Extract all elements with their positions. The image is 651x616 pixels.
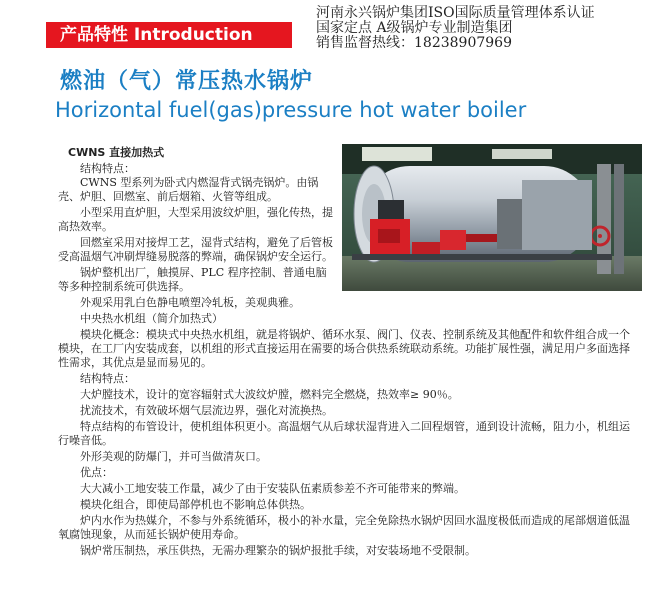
paragraph: 中央热水机组（简介加热式） bbox=[80, 312, 223, 325]
sub-heading: CWNS 直接加热式 bbox=[68, 146, 165, 159]
paragraph: 特点结构的布管设计，使机组体积更小。高温烟气从后球状湿背进入二回程烟管，通到设计流畅，阻力小，机组运行噪音低。 bbox=[58, 420, 630, 447]
paragraph: 小型采用直炉胆，大型采用波纹炉胆，强化传热，提高热效率。 bbox=[58, 206, 333, 233]
paragraph: 外观采用乳白色静电喷塑冷轧板，美观典雅。 bbox=[80, 296, 300, 309]
company-line-qualification: 国家定点 A级锅炉专业制造集团 bbox=[316, 20, 513, 36]
paragraph: 大炉膛技术，设计的宽容辐射式大波纹炉膛，燃料完全燃烧，热效率≥ 90％。 bbox=[80, 388, 459, 401]
paragraph: 扰流技术，有效破坏烟气层流边界，强化对流换热。 bbox=[80, 404, 333, 417]
paragraph: 回燃室采用对接焊工艺，湿背式结构，避免了后管板受高温烟气冲刷焊缝易脱落的弊端，确保锅炉安全运行。 bbox=[58, 236, 333, 263]
paragraph: 结构特点： bbox=[80, 372, 135, 385]
company-line-certification: 河南永兴锅炉集团ISO国际质量管理体系认证 bbox=[316, 5, 595, 21]
paragraph: 锅炉整机出厂，触摸屏、PLC 程序控制、普通电脑等多种控制系统可供选择。 bbox=[58, 266, 327, 293]
company-info bbox=[316, 6, 646, 51]
paragraph: CWNS 型系列为卧式内燃湿背式锅壳锅炉。由锅壳、炉胆、回燃室、前后烟箱、火管等组成。 bbox=[58, 176, 319, 203]
paragraph: 结构特点： bbox=[80, 162, 135, 175]
page-title-chinese: 燃油（气）常压热水锅炉 bbox=[60, 69, 314, 94]
paragraph: 锅炉常压制热，承压供热，无需办理繁杂的锅炉报批手续，对安装场地不受限制。 bbox=[80, 544, 476, 557]
company-line-hotline: 销售监督热线：18238907969 bbox=[316, 35, 512, 51]
paragraph: 炉内水作为热媒介，不参与外系统循环，极小的补水量，完全免除热水锅炉因回水温度极低而造成的尾部烟道低温氧腐蚀现象，从而延长锅炉使用寿命。 bbox=[58, 514, 630, 541]
page-title-english: Horizontal fuel(gas)pressure hot water boiler bbox=[55, 98, 527, 122]
section-header: 产品特性 Introduction bbox=[46, 22, 292, 48]
paragraph: 大大减小工地安装工作量，减少了由于安装队伍素质参差不齐可能带来的弊端。 bbox=[80, 482, 465, 495]
paragraph: 模块化组合，即使局部停机也不影响总体供热。 bbox=[80, 498, 311, 511]
paragraph: 外形美观的防爆门，并可当做清灰口。 bbox=[80, 450, 267, 463]
paragraph: 优点： bbox=[80, 466, 113, 479]
product-description bbox=[58, 146, 638, 558]
paragraph: 模块化概念：模块式中央热水机组，就是将锅炉、循环水泵、阀门、仪表、控制系统及其他配件和软件组合成一个模块，在工厂内安装成套，以机组的形式直接运用在需要的场合供热系统联动系统。功能扩展性强，满足用户多面选择性需求，其优点是显而易见的。 bbox=[58, 328, 630, 369]
